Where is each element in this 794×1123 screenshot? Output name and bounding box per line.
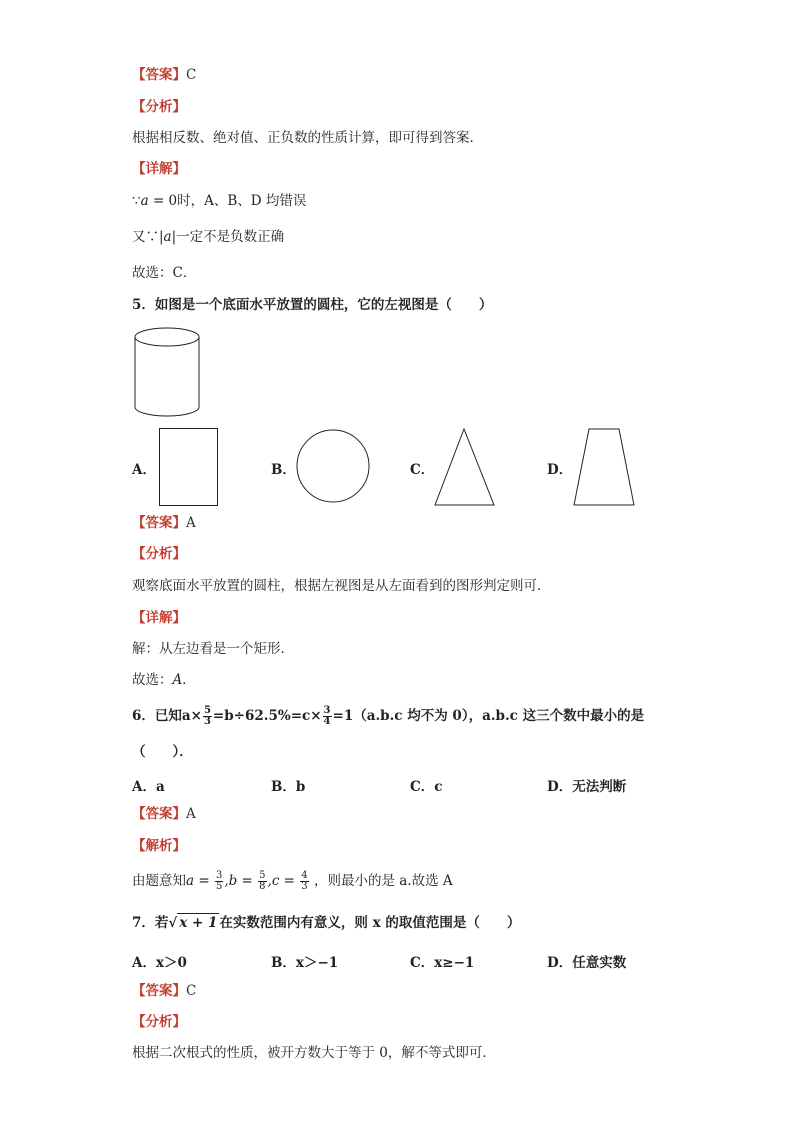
q6-solution-text (132, 868, 453, 894)
option-a-rectangle (159, 428, 219, 508)
q6-option-a: A．a (132, 779, 165, 795)
sqrt-sign: √ (168, 915, 178, 931)
q4-analysis-text: 根据相反数、绝对值、正负数的性质计算，即可得到答案． (132, 130, 483, 146)
detail-pre: 又∵ (132, 229, 159, 245)
q5-answer-line (132, 514, 196, 532)
numerator: 3 (323, 705, 331, 716)
denominator: 4 (323, 716, 331, 727)
answer-value: C (186, 67, 197, 83)
q5-option-a-label: A． (132, 462, 156, 478)
q5-detail-text: 解：从左边看是一个矩形． (132, 641, 294, 657)
option-b-circle (296, 429, 372, 505)
sol-b-label: ,b = (224, 873, 258, 889)
q5-detail-tag: 【详解】 (132, 610, 186, 626)
q4-detail-line-1 (132, 192, 306, 210)
fraction-5-8 (258, 871, 266, 892)
q7-analysis-tag: 【分析】 (132, 1014, 186, 1030)
detail-rest: 一定不是负数正确 (176, 229, 285, 245)
numerator: 3 (215, 870, 223, 881)
q7-stem (132, 913, 520, 932)
q6-option-c: C．c (410, 779, 443, 795)
q6-option-b: B．b (271, 779, 306, 795)
q5-stem: 5．如图是一个底面水平放置的圆柱，它的左视图是（ ） (132, 297, 493, 313)
q5-conclusion (132, 671, 196, 689)
q5-analysis-tag: 【分析】 (132, 546, 186, 562)
answer-value: A (186, 515, 196, 531)
q6-stem (132, 704, 644, 728)
q6-stem-line-2: （ ）． (132, 744, 193, 760)
q5-option-d-label: D． (547, 462, 573, 478)
q7-answer-line (132, 982, 196, 1000)
denominator: 5 (215, 881, 223, 892)
q6-solution-tag: 【解析】 (132, 838, 186, 854)
q7-option-a: A．x＞0 (132, 955, 187, 971)
q7-option-b: B．x＞−1 (271, 955, 339, 971)
q4-answer-line (132, 66, 196, 84)
solution-post: ，则最小的是 a.故选 A (309, 873, 453, 889)
conclusion-end: ． (182, 672, 196, 688)
stem-pre: 7．若 (132, 915, 169, 931)
var-a: a (140, 193, 149, 209)
conclusion-pre: 故选： (132, 672, 173, 688)
abs-a: |a| (159, 229, 177, 245)
detail-rest: = 0时，A、B、D 均错误 (148, 193, 307, 209)
q5-option-b-label: B． (271, 462, 296, 478)
q6-answer-line (132, 805, 196, 823)
q4-analysis-tag: 【分析】 (132, 99, 186, 115)
numerator: 5 (259, 870, 266, 881)
q4-detail-tag: 【详解】 (132, 161, 186, 177)
fraction-3-5 (215, 871, 223, 892)
option-c-triangle (434, 428, 496, 508)
fraction-5-3 (203, 706, 212, 727)
option-d-trapezoid (573, 428, 637, 508)
fraction-3-4 (323, 706, 332, 727)
q7-option-d: D．任意实数 (547, 955, 627, 971)
answer-tag: 【答案】 (132, 67, 186, 83)
cylinder-top-ellipse (135, 328, 199, 346)
q4-detail-line-2 (132, 228, 284, 246)
q4-conclusion: 故选：C． (132, 265, 197, 281)
answer-tag: 【答案】 (132, 983, 186, 999)
conclusion-var: A (172, 672, 183, 688)
denominator: 8 (259, 881, 266, 892)
answer-tag: 【答案】 (132, 515, 186, 531)
q6-option-d: D．无法判断 (547, 779, 627, 795)
cylinder-figure (134, 327, 202, 419)
stem-part-2: =b÷62.5%=c× (212, 708, 322, 724)
q5-analysis-text: 观察底面水平放置的圆柱，根据左视图是从左面看到的图形判定则可． (132, 578, 551, 594)
sol-c-label: ,c = (267, 873, 300, 889)
answer-value: A (186, 806, 196, 822)
q7-option-c: C．x≥−1 (410, 955, 475, 971)
sol-a-label: a = (186, 873, 214, 889)
radicand: x + 1 (179, 915, 218, 931)
fraction-4-3 (300, 871, 308, 892)
stem-part-1: 6．已知a× (132, 708, 202, 724)
numerator: 4 (301, 870, 308, 881)
q7-analysis-text: 根据二次根式的性质，被开方数大于等于 0，解不等式即可． (132, 1045, 496, 1061)
denominator: 3 (301, 881, 308, 892)
solution-pre: 由题意知 (132, 873, 186, 889)
stem-part-3: =1（a.b.c 均不为 0），a.b.c 这三个数中最小的是 (332, 708, 645, 724)
answer-tag: 【答案】 (132, 806, 186, 822)
stem-post: 在实数范围内有意义，则 x 的取值范围是（ ） (219, 915, 521, 931)
because-symbol: ∵ (132, 193, 141, 209)
denominator: 3 (203, 716, 211, 727)
q5-option-c-label: C． (410, 462, 435, 478)
answer-value: C (186, 983, 197, 999)
numerator: 5 (203, 705, 211, 716)
cylinder-bottom-arc (135, 407, 199, 416)
